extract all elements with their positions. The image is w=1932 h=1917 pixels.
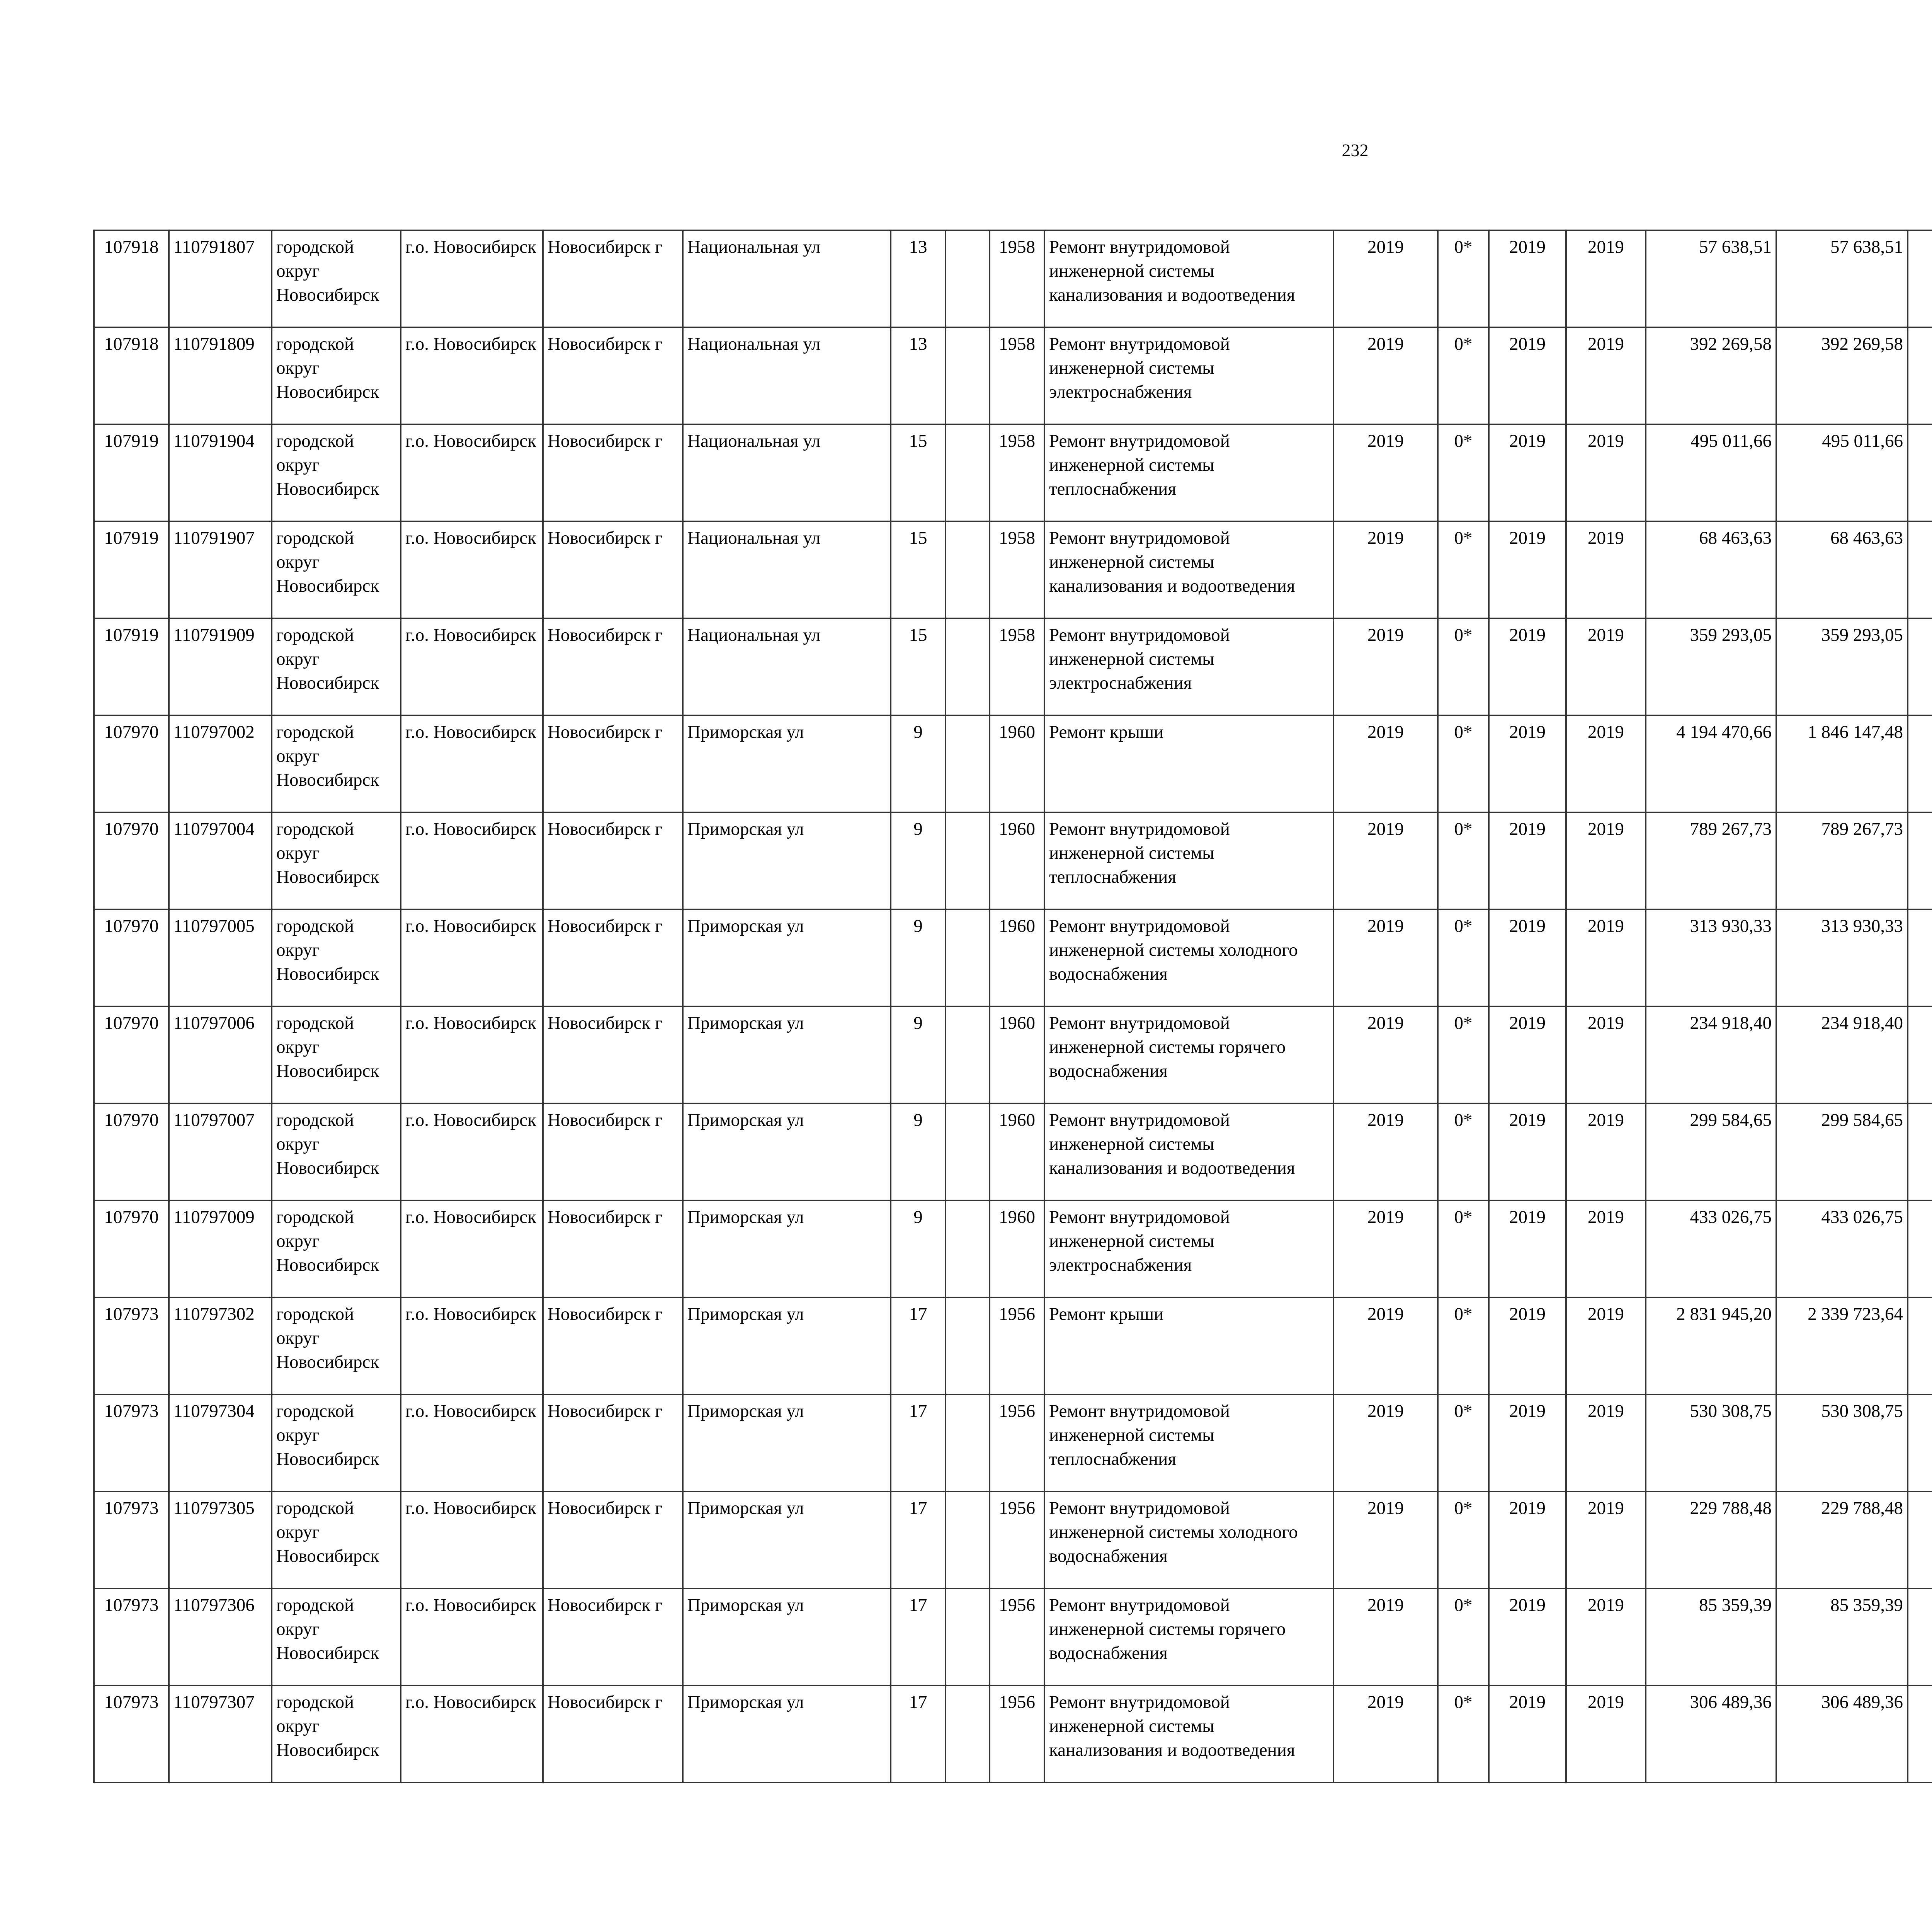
house-number-cell: 17 bbox=[891, 1588, 946, 1685]
plan-year-cell: 2019 bbox=[1333, 327, 1438, 424]
settlement-cell: Новосибирск г bbox=[543, 230, 683, 327]
building-number-cell bbox=[946, 1103, 990, 1200]
building-number-cell bbox=[946, 1006, 990, 1103]
cost-col-17-cell bbox=[1908, 1103, 1932, 1200]
work-code-cell: 110797304 bbox=[169, 1394, 272, 1491]
plan-year-cell: 2019 bbox=[1333, 230, 1438, 327]
building-number-cell bbox=[946, 1394, 990, 1491]
settlement-cell: Новосибирск г bbox=[543, 424, 683, 521]
settlement-type-cell: г.о. Новосибирск bbox=[401, 230, 543, 327]
settlement-type-cell: г.о. Новосибирск bbox=[401, 1394, 543, 1491]
start-year-cell: 2019 bbox=[1489, 1103, 1566, 1200]
plan-year-cell: 2019 bbox=[1333, 812, 1438, 909]
cost-col-17-cell bbox=[1908, 1588, 1932, 1685]
settlement-type-cell: г.о. Новосибирск bbox=[401, 1006, 543, 1103]
municipality-cell: городской округ Новосибирск bbox=[272, 812, 401, 909]
work-code-cell: 110791904 bbox=[169, 424, 272, 521]
end-year-cell: 2019 bbox=[1566, 1200, 1646, 1297]
fund-cost-cell: 313 930,33 bbox=[1776, 909, 1908, 1006]
object-id-cell: 107973 bbox=[94, 1491, 169, 1588]
settlement-type-cell: г.о. Новосибирск bbox=[401, 715, 543, 812]
start-year-cell: 2019 bbox=[1489, 521, 1566, 618]
year-built-cell: 1956 bbox=[990, 1394, 1044, 1491]
plan-year-cell: 2019 bbox=[1333, 1394, 1438, 1491]
municipality-cell: городской округ Новосибирск bbox=[272, 1297, 401, 1394]
table-row bbox=[94, 1200, 1932, 1297]
start-year-cell: 2019 bbox=[1489, 1491, 1566, 1588]
total-cost-cell: 392 269,58 bbox=[1646, 327, 1776, 424]
fund-cost-cell: 57 638,51 bbox=[1776, 230, 1908, 327]
cost-col-17-cell bbox=[1908, 715, 1932, 812]
total-cost-cell: 313 930,33 bbox=[1646, 909, 1776, 1006]
cost-col-17-cell bbox=[1908, 1685, 1932, 1783]
plan-year-cell: 2019 bbox=[1333, 521, 1438, 618]
table-row bbox=[94, 1588, 1932, 1685]
municipality-cell: городской округ Новосибирск bbox=[272, 618, 401, 715]
settlement-type-cell: г.о. Новосибирск bbox=[401, 618, 543, 715]
street-cell: Приморская ул bbox=[683, 1297, 891, 1394]
work-type-cell: Ремонт внутридомовой инженерной системы канализования и водоотведения bbox=[1044, 1685, 1333, 1783]
fund-cost-cell: 1 846 147,48 bbox=[1776, 715, 1908, 812]
street-cell: Приморская ул bbox=[683, 1491, 891, 1588]
work-type-cell: Ремонт внутридомовой инженерной системы теплоснабжения bbox=[1044, 812, 1333, 909]
end-year-cell: 2019 bbox=[1566, 230, 1646, 327]
fund-cost-cell: 789 267,73 bbox=[1776, 812, 1908, 909]
stage-cell: 0* bbox=[1438, 1297, 1489, 1394]
settlement-type-cell: г.о. Новосибирск bbox=[401, 1685, 543, 1783]
house-number-cell: 13 bbox=[891, 230, 946, 327]
work-code-cell: 110797004 bbox=[169, 812, 272, 909]
settlement-type-cell: г.о. Новосибирск bbox=[401, 1200, 543, 1297]
house-number-cell: 15 bbox=[891, 521, 946, 618]
total-cost-cell: 359 293,05 bbox=[1646, 618, 1776, 715]
start-year-cell: 2019 bbox=[1489, 812, 1566, 909]
total-cost-cell: 495 011,66 bbox=[1646, 424, 1776, 521]
work-type-cell: Ремонт крыши bbox=[1044, 1297, 1333, 1394]
cost-col-17-cell bbox=[1908, 1394, 1932, 1491]
work-type-cell: Ремонт внутридомовой инженерной системы канализования и водоотведения bbox=[1044, 521, 1333, 618]
work-type-cell: Ремонт внутридомовой инженерной системы теплоснабжения bbox=[1044, 1394, 1333, 1491]
building-number-cell bbox=[946, 1685, 990, 1783]
stage-cell: 0* bbox=[1438, 1588, 1489, 1685]
total-cost-cell: 530 308,75 bbox=[1646, 1394, 1776, 1491]
municipality-cell: городской округ Новосибирск bbox=[272, 1685, 401, 1783]
settlement-cell: Новосибирск г bbox=[543, 1297, 683, 1394]
cost-col-17-cell bbox=[1908, 1006, 1932, 1103]
stage-cell: 0* bbox=[1438, 424, 1489, 521]
work-code-cell: 110791909 bbox=[169, 618, 272, 715]
start-year-cell: 2019 bbox=[1489, 424, 1566, 521]
total-cost-cell: 306 489,36 bbox=[1646, 1685, 1776, 1783]
street-cell: Приморская ул bbox=[683, 1588, 891, 1685]
year-built-cell: 1958 bbox=[990, 521, 1044, 618]
fund-cost-cell: 68 463,63 bbox=[1776, 521, 1908, 618]
house-number-cell: 9 bbox=[891, 1200, 946, 1297]
settlement-cell: Новосибирск г bbox=[543, 1394, 683, 1491]
work-code-cell: 110797305 bbox=[169, 1491, 272, 1588]
settlement-cell: Новосибирск г bbox=[543, 327, 683, 424]
stage-cell: 0* bbox=[1438, 715, 1489, 812]
fund-cost-cell: 234 918,40 bbox=[1776, 1006, 1908, 1103]
house-number-cell: 17 bbox=[891, 1491, 946, 1588]
stage-cell: 0* bbox=[1438, 1006, 1489, 1103]
cost-col-17-cell bbox=[1908, 327, 1932, 424]
end-year-cell: 2019 bbox=[1566, 1491, 1646, 1588]
fund-cost-cell: 299 584,65 bbox=[1776, 1103, 1908, 1200]
work-type-cell: Ремонт внутридомовой инженерной системы холодного водоснабжения bbox=[1044, 1491, 1333, 1588]
start-year-cell: 2019 bbox=[1489, 909, 1566, 1006]
work-code-cell: 110797006 bbox=[169, 1006, 272, 1103]
street-cell: Приморская ул bbox=[683, 812, 891, 909]
work-type-cell: Ремонт внутридомовой инженерной системы канализования и водоотведения bbox=[1044, 230, 1333, 327]
work-type-cell: Ремонт внутридомовой инженерной системы канализования и водоотведения bbox=[1044, 1103, 1333, 1200]
stage-cell: 0* bbox=[1438, 618, 1489, 715]
building-number-cell bbox=[946, 424, 990, 521]
end-year-cell: 2019 bbox=[1566, 1588, 1646, 1685]
year-built-cell: 1958 bbox=[990, 618, 1044, 715]
work-type-cell: Ремонт внутридомовой инженерной системы электроснабжения bbox=[1044, 618, 1333, 715]
settlement-cell: Новосибирск г bbox=[543, 909, 683, 1006]
total-cost-cell: 299 584,65 bbox=[1646, 1103, 1776, 1200]
end-year-cell: 2019 bbox=[1566, 715, 1646, 812]
end-year-cell: 2019 bbox=[1566, 521, 1646, 618]
repair-registry-table bbox=[93, 230, 1932, 1783]
table-row bbox=[94, 715, 1932, 812]
settlement-cell: Новосибирск г bbox=[543, 618, 683, 715]
street-cell: Приморская ул bbox=[683, 1006, 891, 1103]
table-row bbox=[94, 327, 1932, 424]
table-row bbox=[94, 812, 1932, 909]
table-row bbox=[94, 618, 1932, 715]
stage-cell: 0* bbox=[1438, 1200, 1489, 1297]
total-cost-cell: 68 463,63 bbox=[1646, 521, 1776, 618]
building-number-cell bbox=[946, 1491, 990, 1588]
street-cell: Приморская ул bbox=[683, 715, 891, 812]
settlement-cell: Новосибирск г bbox=[543, 521, 683, 618]
total-cost-cell: 85 359,39 bbox=[1646, 1588, 1776, 1685]
settlement-cell: Новосибирск г bbox=[543, 715, 683, 812]
cost-col-17-cell bbox=[1908, 1491, 1932, 1588]
total-cost-cell: 234 918,40 bbox=[1646, 1006, 1776, 1103]
fund-cost-cell: 2 339 723,64 bbox=[1776, 1297, 1908, 1394]
object-id-cell: 107970 bbox=[94, 1006, 169, 1103]
year-built-cell: 1960 bbox=[990, 715, 1044, 812]
work-code-cell: 110797009 bbox=[169, 1200, 272, 1297]
year-built-cell: 1960 bbox=[990, 1103, 1044, 1200]
plan-year-cell: 2019 bbox=[1333, 1685, 1438, 1783]
object-id-cell: 107970 bbox=[94, 812, 169, 909]
settlement-type-cell: г.о. Новосибирск bbox=[401, 424, 543, 521]
stage-cell: 0* bbox=[1438, 1685, 1489, 1783]
municipality-cell: городской округ Новосибирск bbox=[272, 327, 401, 424]
settlement-type-cell: г.о. Новосибирск bbox=[401, 327, 543, 424]
municipality-cell: городской округ Новосибирск bbox=[272, 1200, 401, 1297]
house-number-cell: 9 bbox=[891, 715, 946, 812]
table-row bbox=[94, 230, 1932, 327]
work-type-cell: Ремонт внутридомовой инженерной системы теплоснабжения bbox=[1044, 424, 1333, 521]
start-year-cell: 2019 bbox=[1489, 1297, 1566, 1394]
table-row bbox=[94, 1394, 1932, 1491]
start-year-cell: 2019 bbox=[1489, 1685, 1566, 1783]
house-number-cell: 17 bbox=[891, 1297, 946, 1394]
work-code-cell: 110797302 bbox=[169, 1297, 272, 1394]
object-id-cell: 107973 bbox=[94, 1588, 169, 1685]
house-number-cell: 9 bbox=[891, 909, 946, 1006]
street-cell: Национальная ул bbox=[683, 230, 891, 327]
work-type-cell: Ремонт внутридомовой инженерной системы электроснабжения bbox=[1044, 1200, 1333, 1297]
work-code-cell: 110791907 bbox=[169, 521, 272, 618]
stage-cell: 0* bbox=[1438, 1394, 1489, 1491]
year-built-cell: 1960 bbox=[990, 1006, 1044, 1103]
year-built-cell: 1956 bbox=[990, 1685, 1044, 1783]
work-code-cell: 110797002 bbox=[169, 715, 272, 812]
cost-col-17-cell bbox=[1908, 424, 1932, 521]
settlement-type-cell: г.о. Новосибирск bbox=[401, 521, 543, 618]
work-type-cell: Ремонт внутридомовой инженерной системы электроснабжения bbox=[1044, 327, 1333, 424]
fund-cost-cell: 85 359,39 bbox=[1776, 1588, 1908, 1685]
object-id-cell: 107919 bbox=[94, 618, 169, 715]
fund-cost-cell: 229 788,48 bbox=[1776, 1491, 1908, 1588]
settlement-type-cell: г.о. Новосибирск bbox=[401, 812, 543, 909]
page-number: 232 bbox=[1342, 140, 1369, 160]
municipality-cell: городской округ Новосибирск bbox=[272, 909, 401, 1006]
end-year-cell: 2019 bbox=[1566, 1394, 1646, 1491]
settlement-type-cell: г.о. Новосибирск bbox=[401, 1588, 543, 1685]
table-row bbox=[94, 1491, 1932, 1588]
work-code-cell: 110791807 bbox=[169, 230, 272, 327]
work-type-cell: Ремонт крыши bbox=[1044, 715, 1333, 812]
settlement-cell: Новосибирск г bbox=[543, 1006, 683, 1103]
plan-year-cell: 2019 bbox=[1333, 909, 1438, 1006]
work-code-cell: 110797007 bbox=[169, 1103, 272, 1200]
fund-cost-cell: 433 026,75 bbox=[1776, 1200, 1908, 1297]
house-number-cell: 9 bbox=[891, 1006, 946, 1103]
building-number-cell bbox=[946, 812, 990, 909]
year-built-cell: 1960 bbox=[990, 909, 1044, 1006]
work-type-cell: Ремонт внутридомовой инженерной системы холодного водоснабжения bbox=[1044, 909, 1333, 1006]
house-number-cell: 9 bbox=[891, 812, 946, 909]
municipality-cell: городской округ Новосибирск bbox=[272, 715, 401, 812]
object-id-cell: 107919 bbox=[94, 424, 169, 521]
stage-cell: 0* bbox=[1438, 812, 1489, 909]
year-built-cell: 1960 bbox=[990, 1200, 1044, 1297]
total-cost-cell: 2 831 945,20 bbox=[1646, 1297, 1776, 1394]
total-cost-cell: 229 788,48 bbox=[1646, 1491, 1776, 1588]
settlement-type-cell: г.о. Новосибирск bbox=[401, 1491, 543, 1588]
start-year-cell: 2019 bbox=[1489, 1006, 1566, 1103]
cost-col-17-cell bbox=[1908, 1200, 1932, 1297]
stage-cell: 0* bbox=[1438, 327, 1489, 424]
municipality-cell: городской округ Новосибирск bbox=[272, 1103, 401, 1200]
building-number-cell bbox=[946, 230, 990, 327]
object-id-cell: 107919 bbox=[94, 521, 169, 618]
municipality-cell: городской округ Новосибирск bbox=[272, 230, 401, 327]
end-year-cell: 2019 bbox=[1566, 327, 1646, 424]
plan-year-cell: 2019 bbox=[1333, 1200, 1438, 1297]
settlement-cell: Новосибирск г bbox=[543, 812, 683, 909]
year-built-cell: 1958 bbox=[990, 327, 1044, 424]
building-number-cell bbox=[946, 909, 990, 1006]
building-number-cell bbox=[946, 715, 990, 812]
registry-body bbox=[94, 230, 1932, 1783]
street-cell: Национальная ул bbox=[683, 424, 891, 521]
house-number-cell: 17 bbox=[891, 1685, 946, 1783]
house-number-cell: 15 bbox=[891, 618, 946, 715]
total-cost-cell: 433 026,75 bbox=[1646, 1200, 1776, 1297]
object-id-cell: 107973 bbox=[94, 1685, 169, 1783]
plan-year-cell: 2019 bbox=[1333, 618, 1438, 715]
fund-cost-cell: 392 269,58 bbox=[1776, 327, 1908, 424]
street-cell: Приморская ул bbox=[683, 1685, 891, 1783]
cost-col-17-cell bbox=[1908, 521, 1932, 618]
settlement-type-cell: г.о. Новосибирск bbox=[401, 1103, 543, 1200]
start-year-cell: 2019 bbox=[1489, 715, 1566, 812]
work-type-cell: Ремонт внутридомовой инженерной системы горячего водоснабжения bbox=[1044, 1588, 1333, 1685]
municipality-cell: городской округ Новосибирск bbox=[272, 1491, 401, 1588]
end-year-cell: 2019 bbox=[1566, 1006, 1646, 1103]
table-row bbox=[94, 909, 1932, 1006]
work-type-cell: Ремонт внутридомовой инженерной системы горячего водоснабжения bbox=[1044, 1006, 1333, 1103]
work-code-cell: 110797005 bbox=[169, 909, 272, 1006]
plan-year-cell: 2019 bbox=[1333, 715, 1438, 812]
building-number-cell bbox=[946, 521, 990, 618]
table-row bbox=[94, 1006, 1932, 1103]
municipality-cell: городской округ Новосибирск bbox=[272, 1394, 401, 1491]
building-number-cell bbox=[946, 1588, 990, 1685]
fund-cost-cell: 530 308,75 bbox=[1776, 1394, 1908, 1491]
house-number-cell: 13 bbox=[891, 327, 946, 424]
municipality-cell: городской округ Новосибирск bbox=[272, 1588, 401, 1685]
end-year-cell: 2019 bbox=[1566, 424, 1646, 521]
municipality-cell: городской округ Новосибирск bbox=[272, 521, 401, 618]
work-code-cell: 110797306 bbox=[169, 1588, 272, 1685]
settlement-type-cell: г.о. Новосибирск bbox=[401, 1297, 543, 1394]
settlement-cell: Новосибирск г bbox=[543, 1200, 683, 1297]
settlement-cell: Новосибирск г bbox=[543, 1103, 683, 1200]
end-year-cell: 2019 bbox=[1566, 1297, 1646, 1394]
total-cost-cell: 4 194 470,66 bbox=[1646, 715, 1776, 812]
object-id-cell: 107970 bbox=[94, 909, 169, 1006]
building-number-cell bbox=[946, 327, 990, 424]
street-cell: Приморская ул bbox=[683, 1103, 891, 1200]
building-number-cell bbox=[946, 1200, 990, 1297]
settlement-type-cell: г.о. Новосибирск bbox=[401, 909, 543, 1006]
year-built-cell: 1960 bbox=[990, 812, 1044, 909]
end-year-cell: 2019 bbox=[1566, 618, 1646, 715]
object-id-cell: 107970 bbox=[94, 1200, 169, 1297]
table-row bbox=[94, 424, 1932, 521]
municipality-cell: городской округ Новосибирск bbox=[272, 424, 401, 521]
stage-cell: 0* bbox=[1438, 521, 1489, 618]
plan-year-cell: 2019 bbox=[1333, 1588, 1438, 1685]
end-year-cell: 2019 bbox=[1566, 1103, 1646, 1200]
stage-cell: 0* bbox=[1438, 1491, 1489, 1588]
stage-cell: 0* bbox=[1438, 1103, 1489, 1200]
fund-cost-cell: 359 293,05 bbox=[1776, 618, 1908, 715]
start-year-cell: 2019 bbox=[1489, 1200, 1566, 1297]
plan-year-cell: 2019 bbox=[1333, 1103, 1438, 1200]
start-year-cell: 2019 bbox=[1489, 618, 1566, 715]
stage-cell: 0* bbox=[1438, 230, 1489, 327]
settlement-cell: Новосибирск г bbox=[543, 1588, 683, 1685]
cost-col-17-cell bbox=[1908, 1297, 1932, 1394]
work-code-cell: 110791809 bbox=[169, 327, 272, 424]
street-cell: Приморская ул bbox=[683, 1200, 891, 1297]
cost-col-17-cell bbox=[1908, 909, 1932, 1006]
house-number-cell: 9 bbox=[891, 1103, 946, 1200]
table-row bbox=[94, 1685, 1932, 1783]
municipality-cell: городской округ Новосибирск bbox=[272, 1006, 401, 1103]
cost-col-17-cell bbox=[1908, 618, 1932, 715]
object-id-cell: 107970 bbox=[94, 715, 169, 812]
year-built-cell: 1958 bbox=[990, 424, 1044, 521]
building-number-cell bbox=[946, 618, 990, 715]
settlement-cell: Новосибирск г bbox=[543, 1685, 683, 1783]
plan-year-cell: 2019 bbox=[1333, 424, 1438, 521]
start-year-cell: 2019 bbox=[1489, 327, 1566, 424]
cost-col-17-cell bbox=[1908, 812, 1932, 909]
street-cell: Приморская ул bbox=[683, 909, 891, 1006]
object-id-cell: 107918 bbox=[94, 327, 169, 424]
street-cell: Национальная ул bbox=[683, 521, 891, 618]
year-built-cell: 1956 bbox=[990, 1588, 1044, 1685]
house-number-cell: 17 bbox=[891, 1394, 946, 1491]
work-code-cell: 110797307 bbox=[169, 1685, 272, 1783]
object-id-cell: 107973 bbox=[94, 1297, 169, 1394]
settlement-cell: Новосибирск г bbox=[543, 1491, 683, 1588]
object-id-cell: 107973 bbox=[94, 1394, 169, 1491]
total-cost-cell: 57 638,51 bbox=[1646, 230, 1776, 327]
year-built-cell: 1958 bbox=[990, 230, 1044, 327]
plan-year-cell: 2019 bbox=[1333, 1297, 1438, 1394]
end-year-cell: 2019 bbox=[1566, 1685, 1646, 1783]
year-built-cell: 1956 bbox=[990, 1297, 1044, 1394]
stage-cell: 0* bbox=[1438, 909, 1489, 1006]
object-id-cell: 107918 bbox=[94, 230, 169, 327]
cost-col-17-cell bbox=[1908, 230, 1932, 327]
start-year-cell: 2019 bbox=[1489, 1394, 1566, 1491]
end-year-cell: 2019 bbox=[1566, 909, 1646, 1006]
street-cell: Национальная ул bbox=[683, 327, 891, 424]
table-row bbox=[94, 1103, 1932, 1200]
house-number-cell: 15 bbox=[891, 424, 946, 521]
start-year-cell: 2019 bbox=[1489, 1588, 1566, 1685]
object-id-cell: 107970 bbox=[94, 1103, 169, 1200]
fund-cost-cell: 306 489,36 bbox=[1776, 1685, 1908, 1783]
plan-year-cell: 2019 bbox=[1333, 1491, 1438, 1588]
table-row bbox=[94, 521, 1932, 618]
building-number-cell bbox=[946, 1297, 990, 1394]
start-year-cell: 2019 bbox=[1489, 230, 1566, 327]
year-built-cell: 1956 bbox=[990, 1491, 1044, 1588]
fund-cost-cell: 495 011,66 bbox=[1776, 424, 1908, 521]
street-cell: Приморская ул bbox=[683, 1394, 891, 1491]
street-cell: Национальная ул bbox=[683, 618, 891, 715]
total-cost-cell: 789 267,73 bbox=[1646, 812, 1776, 909]
table-row bbox=[94, 1297, 1932, 1394]
plan-year-cell: 2019 bbox=[1333, 1006, 1438, 1103]
end-year-cell: 2019 bbox=[1566, 812, 1646, 909]
